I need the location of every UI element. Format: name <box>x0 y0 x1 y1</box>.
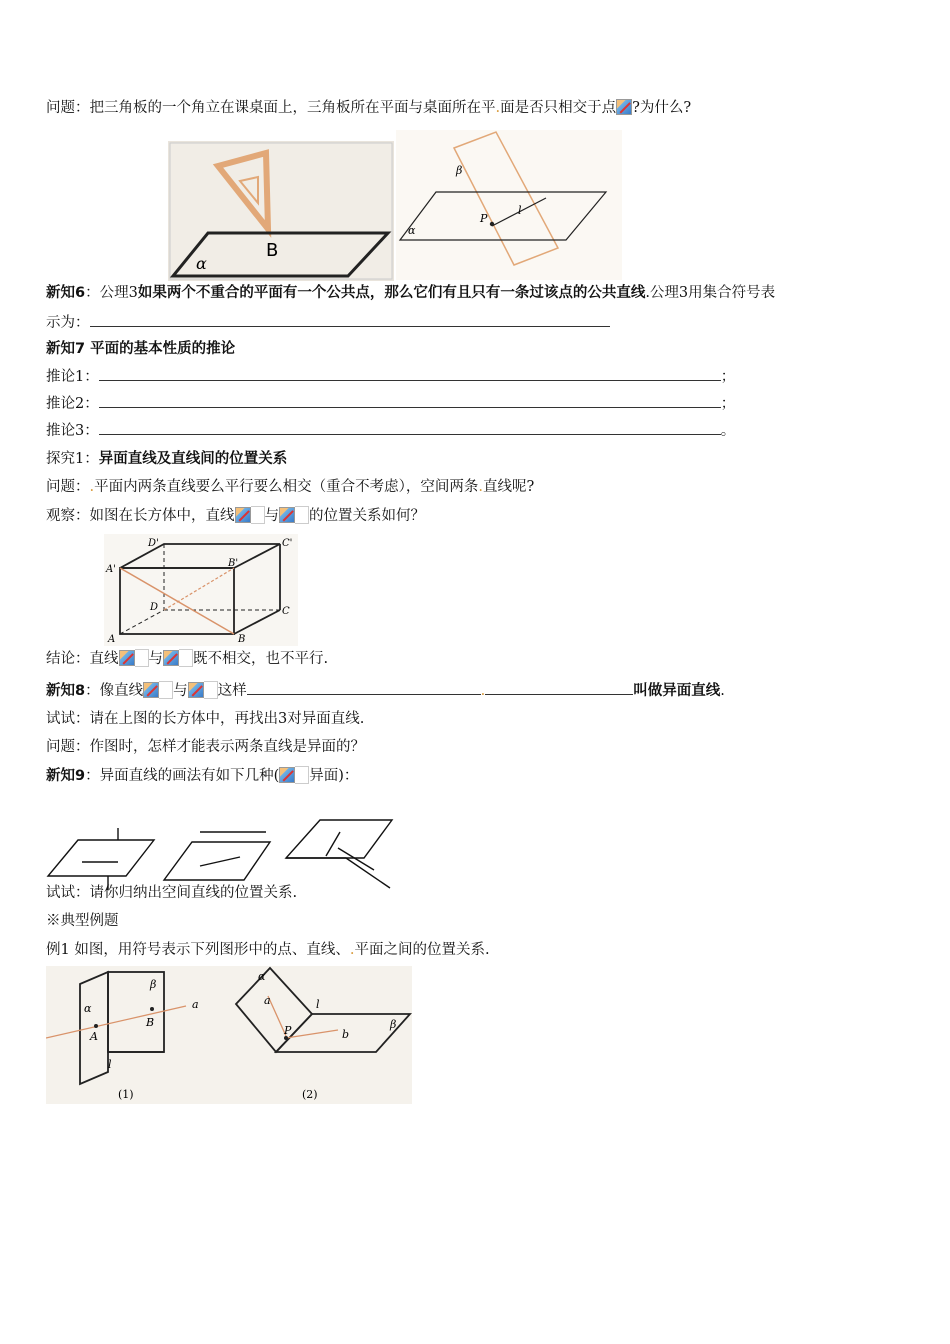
vertex-b: B <box>238 634 246 645</box>
point-b-label: B <box>266 240 279 261</box>
line-a-label-2: a <box>264 994 271 1007</box>
formula-image-icon <box>119 650 135 666</box>
vertex-d: D <box>150 602 159 613</box>
formula-image-icon <box>235 507 251 523</box>
formula-box <box>135 649 149 667</box>
line-l-label-2: l <box>316 998 320 1011</box>
corollary-end: 。 <box>720 423 736 439</box>
notation-blank[interactable] <box>90 312 610 327</box>
new-knowledge-6-line2 <box>46 312 610 333</box>
corollary-2-blank[interactable] <box>99 393 721 408</box>
beta-label: β <box>150 978 157 991</box>
point-p-label: P <box>284 1024 292 1037</box>
point-b-label: B <box>146 1016 155 1029</box>
observation-text-c: 的位置关系如何？ <box>309 508 425 524</box>
explore-1-title: 异面直线及直线间的位置关系 <box>98 451 288 467</box>
example-1-figure <box>46 966 412 1104</box>
new-knowledge-8-tag: 新知8 <box>46 683 86 699</box>
alpha-label: α <box>196 254 207 273</box>
question-1-text-a: 问题：把三角板的一个角立在课桌面上，三角板所在平面与桌面所在平 <box>46 100 496 116</box>
vertex-c: C <box>282 606 290 617</box>
corollary-1 <box>46 366 735 387</box>
new-knowledge-9-text-b: 异面)： <box>309 768 359 784</box>
question-1-text-c: ?为什么? <box>632 100 692 116</box>
alpha-label-2: α <box>258 970 266 983</box>
new-knowledge-6-tag: 新知6 <box>46 285 86 301</box>
formula-image-icon <box>616 99 632 115</box>
example-1-text-a: 例1 如图，用符号表示下列图形中的点、直线、 <box>46 942 350 958</box>
question-2-text-a: 问题： <box>46 479 90 495</box>
new-knowledge-8-text-b: 与 <box>173 683 188 699</box>
line-l-label: l <box>108 1058 112 1071</box>
question-1-text-b: 面是否只相交于点 <box>500 100 617 116</box>
observation <box>46 506 425 526</box>
drawing-1 <box>48 828 154 890</box>
orange-dot: . <box>349 942 355 958</box>
formula-box <box>295 766 309 784</box>
formula-image-icon <box>279 767 295 783</box>
line-a-label: a <box>192 998 199 1011</box>
typical-examples-heading: ※典型例题 <box>46 913 119 929</box>
conclusion-text-c: 既不相交，也不平行. <box>193 651 329 667</box>
formula-image-icon <box>188 682 204 698</box>
question-2-text-c: 直线呢? <box>482 479 535 495</box>
corollary-1-blank[interactable] <box>99 366 721 381</box>
point-p-label: P <box>480 212 488 225</box>
new-knowledge-9-text-a: ：异面直线的画法有如下几种( <box>85 768 280 784</box>
explore-1 <box>46 449 287 469</box>
axiom-3-statement: 如果两个不重合的平面有一个公共点，那么它们有且只有一条过该点的公共直线 <box>137 285 646 301</box>
orange-dot: . <box>480 683 486 699</box>
notation-label: 示为： <box>46 315 90 331</box>
figure-caption-2: (2) <box>302 1088 318 1101</box>
orange-dot: . <box>478 479 483 495</box>
orange-dot: . <box>495 100 501 116</box>
skew-lines-term: 叫做异面直线 <box>633 683 721 699</box>
new-knowledge-8-text-c: 这样 <box>217 683 247 699</box>
intersecting-planes-figure <box>396 130 622 280</box>
new-knowledge-8-end: . <box>720 683 725 699</box>
formula-box <box>295 506 309 524</box>
vertex-a: A <box>108 634 116 645</box>
new-knowledge-6-intro: ：公理3 <box>85 285 138 301</box>
alpha-label: α <box>84 1002 92 1015</box>
drawing-3 <box>286 820 392 888</box>
question-2-text-b: 平面内两条直线要么平行要么相交（重合不考虑），空间两条 <box>94 479 479 495</box>
conclusion-text-a: 结论：直线 <box>46 651 119 667</box>
vertex-c-prime: C' <box>282 538 293 549</box>
example-1 <box>46 940 490 960</box>
beta-label: β <box>456 164 463 177</box>
corollary-2 <box>46 393 735 414</box>
corollary-end: ； <box>720 396 736 412</box>
vertex-a-prime: A' <box>106 564 116 575</box>
definition-blank-2[interactable] <box>485 680 633 695</box>
observation-text-a: 观察：如图在长方体中，直线 <box>46 508 235 524</box>
formula-image-icon <box>163 650 179 666</box>
triangle-desk-figure <box>168 141 394 281</box>
corollary-3 <box>46 420 735 441</box>
corollary-3-blank[interactable] <box>99 420 721 435</box>
figure-caption-1: (1) <box>118 1088 134 1101</box>
try-1: 试试：请在上图的长方体中，再找出3对异面直线. <box>46 711 365 727</box>
skew-lines-drawings <box>44 812 398 892</box>
corollary-end: ； <box>720 369 736 385</box>
beta-label-2: β <box>390 1018 397 1031</box>
formula-box <box>251 506 265 524</box>
new-knowledge-9 <box>46 766 358 786</box>
try-2: 试试：请你归纳出空间直线的位置关系. <box>46 885 298 901</box>
alpha-label: α <box>408 224 416 237</box>
question-3: 问题：作图时，怎样才能表示两条直线是异面的？ <box>46 739 365 755</box>
explore-1-label: 探究1： <box>46 451 99 467</box>
formula-box <box>179 649 193 667</box>
line-b-label: b <box>342 1028 350 1041</box>
conclusion-text-b: 与 <box>148 651 163 667</box>
formula-image-icon <box>143 682 159 698</box>
new-knowledge-9-tag: 新知9 <box>46 768 86 784</box>
cuboid-figure <box>104 534 298 646</box>
orange-dot: . <box>89 479 95 495</box>
vertex-b-prime: B' <box>228 558 239 569</box>
question-1 <box>46 98 691 118</box>
corollary-label: 推论3： <box>46 423 99 439</box>
point-a-label: A <box>90 1030 98 1043</box>
vertex-d-prime: D' <box>148 538 159 549</box>
formula-box <box>159 681 173 699</box>
line-l-label: l <box>518 204 522 217</box>
corollary-label: 推论1： <box>46 369 99 385</box>
new-knowledge-8-text-a: ：像直线 <box>85 683 144 699</box>
new-knowledge-6-tail: .公理3用集合符号表 <box>645 285 776 301</box>
observation-text-b: 与 <box>264 508 279 524</box>
formula-image-icon <box>279 507 295 523</box>
formula-box <box>204 681 218 699</box>
new-knowledge-8 <box>46 680 725 701</box>
example-1-text-b: 平面之间的位置关系. <box>354 942 490 958</box>
corollary-label: 推论2： <box>46 396 99 412</box>
drawing-2 <box>164 832 270 880</box>
conclusion <box>46 649 328 669</box>
new-knowledge-6 <box>46 283 775 303</box>
new-knowledge-7-title: 新知7 平面的基本性质的推论 <box>46 341 236 357</box>
definition-blank-1[interactable] <box>247 680 481 695</box>
question-2 <box>46 477 534 497</box>
